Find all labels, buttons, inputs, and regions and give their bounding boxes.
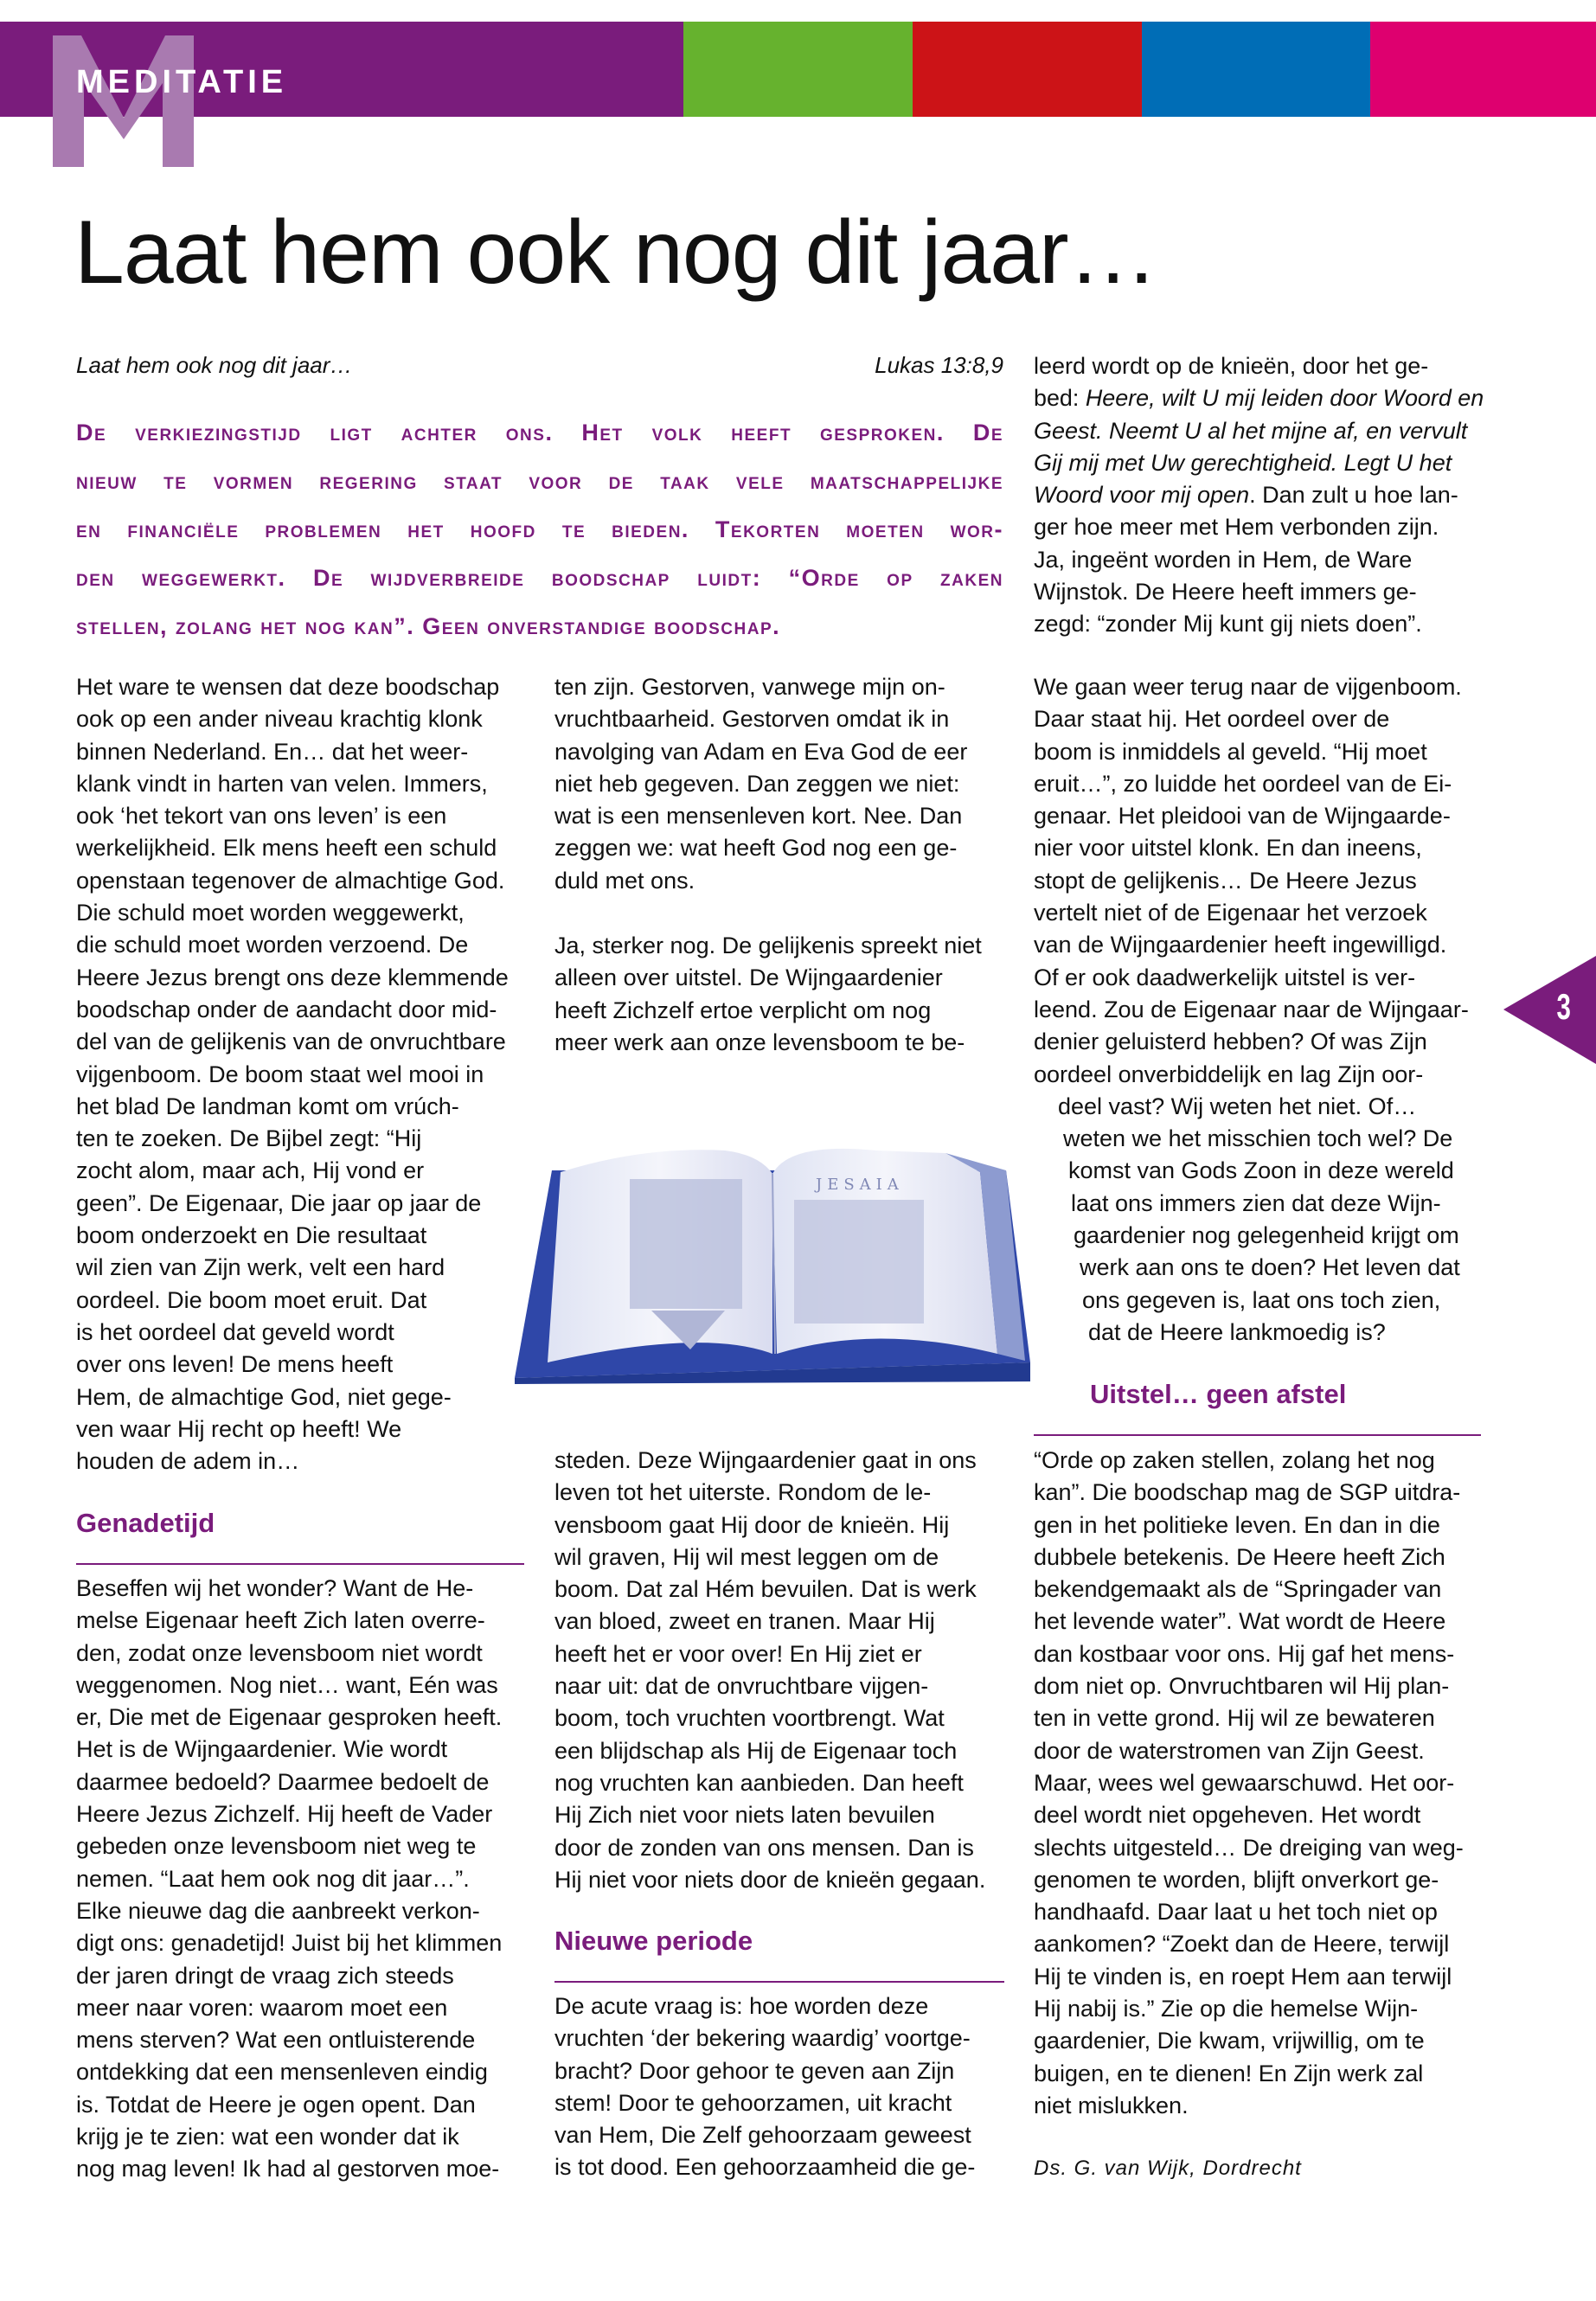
text-line: Ja, sterker nog. De gelijkenis spreekt niet xyxy=(554,933,982,958)
text-line: houden de adem in… xyxy=(76,1448,300,1475)
text-line: bekendgemaakt als de “Springader van xyxy=(1034,1576,1442,1603)
text-line: van Hem, Die Zelf gehoorzaam geweest xyxy=(554,2122,971,2149)
text-line: gebeden onze levensboom niet weg te xyxy=(76,1833,477,1860)
text-line: zeggen we: wat heeft God nog een ge- xyxy=(554,835,958,862)
text-line: nog vruchten kan aanbieden. Dan heeft xyxy=(554,1769,964,1796)
col2-paragraph-3 xyxy=(554,1445,1004,1896)
text-line: boom onderzoekt en Die resultaat xyxy=(76,1222,427,1249)
text-line: Elke nieuwe dag die aanbreekt verkon- xyxy=(76,1897,480,1924)
text-line: Het is de Wijngaardenier. Wie wordt xyxy=(76,1736,448,1763)
text-line: navolging van Adam en Eva God de eer xyxy=(554,738,968,765)
heading-rule xyxy=(76,1563,524,1565)
heading-rule xyxy=(1034,1434,1481,1436)
text-line: handhaafd. Daar laat u het toch niet op xyxy=(1034,1899,1438,1926)
text-line: heeft Zichzelf ertoe verplicht om nog xyxy=(554,997,932,1023)
col2-paragraph-1 xyxy=(554,671,1004,897)
text-line: “Orde op zaken stellen, zolang het nog xyxy=(1034,1447,1435,1473)
text-line: niet heb gegeven. Dan zeggen we niet: xyxy=(554,770,960,797)
text-line: niet mislukken. xyxy=(1034,2092,1189,2118)
text-line: leend. Zou de Eigenaar naar de Wijngaar- xyxy=(1034,996,1469,1022)
text-line: Hem, de almachtige God, niet gege- xyxy=(76,1383,452,1410)
text-line: van bloed, zweet en tranen. Maar Hij xyxy=(554,1608,935,1635)
text-line: naar uit: dat de onvruchtbare vijgen- xyxy=(554,1673,929,1700)
text-line: duld met ons. xyxy=(554,867,695,894)
header-bar-red xyxy=(913,22,1142,117)
col2-paragraph-2 xyxy=(554,930,1004,1059)
text-line: Wijnstok. De Heere heeft immers ge- xyxy=(1034,579,1417,606)
text-line: over ons leven! De mens heeft xyxy=(76,1351,394,1378)
text-line: ontdekking dat een mensenleven eindig xyxy=(76,2059,488,2086)
text-line: Daar staat hij. Het oordeel over de xyxy=(1034,706,1390,733)
text-line: krijg je te zien: wat een wonder dat ik xyxy=(76,2124,459,2150)
text-line: gaardenier, Die kwam, vrijwillig, om te xyxy=(1034,2028,1425,2054)
text-line: boodschap onder de aandacht door mid- xyxy=(76,996,497,1022)
text-line: Ja, ingeënt worden in Hem, de Ware xyxy=(1034,546,1413,573)
text-line: zegd: “zonder Mij kunt gij niets doen”. xyxy=(1034,611,1422,638)
text-line: aankomen? “Zoekt dan de Heere, terwijl xyxy=(1034,1931,1450,1958)
text-line: nieuw te vormen regering staat voor de taak vele maatschappelijke xyxy=(76,468,1003,494)
text-line: deel vast? Wij weten het niet. Of… xyxy=(1058,1093,1417,1119)
text-line: Hij te vinden is, en roept Hem aan terwijl xyxy=(1034,1963,1452,1990)
text-line: denier geluisterd hebben? Of was Zijn xyxy=(1034,1029,1427,1055)
text-line: vruchten ‘der bekering waardig’ voortge- xyxy=(554,2025,971,2052)
text-line: klank vindt in harten van velen. Immers, xyxy=(76,770,488,797)
col1-paragraph-1 xyxy=(76,671,524,1477)
text-line: den weggewerkt. De wijdverbreide boodschap luidt: “Orde op zaken xyxy=(76,565,1003,591)
text-line: boom is inmiddels al geveld. “Hij moet xyxy=(1034,738,1427,765)
text-line: alleen over uitstel. De Wijngaardenier xyxy=(554,965,943,991)
text-line: die schuld moet worden verzoend. De xyxy=(76,932,469,958)
text-line: meer werk aan onze levensboom te be- xyxy=(554,1029,965,1055)
text-line: komst van Gods Zoon in deze wereld xyxy=(1068,1157,1454,1184)
text-line xyxy=(1034,382,1482,414)
text-line: weggenomen. Nog niet… want, Eén was xyxy=(76,1671,498,1698)
page-number-marker xyxy=(1503,956,1596,1064)
author-signature: Ds. G. van Wijk, Dordrecht xyxy=(1034,2157,1302,2180)
text-line: melse Eigenaar heeft Zich laten overre- xyxy=(76,1607,485,1634)
text-line: steden. Deze Wijngaardenier gaat in ons xyxy=(554,1447,977,1473)
text-line: Heere Jezus brengt ons deze klemmende xyxy=(76,964,509,990)
text-line: nier voor uitstel klonk. En dan ineens, xyxy=(1034,835,1422,862)
col3-paragraph-1 xyxy=(1034,671,1484,1349)
col3-paragraph-2 xyxy=(1034,1445,1484,2122)
section-initial-logo xyxy=(53,35,194,167)
italic-text: Geest. Neemt U al het mijne af, en vervult xyxy=(1034,417,1468,444)
text-line: De acute vraag is: hoe worden deze xyxy=(554,1993,929,2019)
text-line: genaar. Het pleidooi van de Wijngaarde- xyxy=(1034,803,1451,830)
text-line: den, zodat onze levensboom niet wordt xyxy=(76,1639,483,1666)
text-line: ger hoe meer met Hem verbonden zijn. xyxy=(1034,514,1439,541)
text-line: Hij Zich niet voor niets laten bevuilen xyxy=(554,1802,935,1829)
text-line: wil zien van Zijn werk, velt een hard xyxy=(76,1254,445,1281)
text-line: Beseffen wij het wonder? Want de He- xyxy=(76,1575,474,1601)
text-line: buigen, en te dienen! En Zijn werk zal xyxy=(1034,2060,1424,2086)
heading-rule xyxy=(554,1981,1004,1983)
italic-text: Gij mij met Uw gerechtigheid. Legt U het xyxy=(1034,449,1452,476)
col3-paragraph-0 xyxy=(1034,350,1484,641)
text-line: eruit…”, zo luidde het oordeel van de Ei- xyxy=(1034,770,1452,797)
text-line: van de Wijngaardenier heeft ingewilligd. xyxy=(1034,932,1447,958)
text-line: dat de Heere lankmoedig is? xyxy=(1088,1318,1386,1345)
text-segment: . Dan zult u hoe lan- xyxy=(1249,482,1458,509)
book-page-heading: JESAIA xyxy=(816,1176,904,1194)
text-line: wil graven, Hij wil mest leggen om de xyxy=(554,1543,939,1570)
text-line: deel wordt niet opgeheven. Het wordt xyxy=(1034,1802,1421,1829)
text-line: door de waterstromen van Zijn Geest. xyxy=(1034,1737,1425,1764)
open-bible-image xyxy=(513,1103,1032,1384)
text-line: oordeel. Die boom moet eruit. Dat xyxy=(76,1286,427,1313)
italic-text: Heere, wilt U mij leiden door Woord en xyxy=(1085,385,1484,412)
text-line: Of er ook daadwerkelijk uitstel is ver- xyxy=(1034,964,1416,990)
text-line: werkelijkheid. Elk mens heeft een schuld xyxy=(76,835,497,862)
text-line: gen in het politieke leven. En dan in die xyxy=(1034,1511,1440,1538)
text-line: stellen, zolang het nog kan”. Geen onverstandige boodschap. xyxy=(76,613,781,639)
text-line: laat ons immers zien dat deze Wijn- xyxy=(1071,1189,1441,1216)
text-line: is het oordeel dat geveld wordt xyxy=(76,1318,394,1345)
text-line: dubbele betekenis. De Heere heeft Zich xyxy=(1034,1543,1445,1570)
text-line: weten we het misschien toch wel? De xyxy=(1063,1125,1453,1152)
page-number: 3 xyxy=(1556,986,1571,1027)
text-segment: bed: xyxy=(1034,385,1086,412)
text-line: vensboom gaat Hij door de knieën. Hij xyxy=(554,1511,950,1538)
text-line: stem! Door te gehoorzamen, uit kracht xyxy=(554,2089,952,2116)
text-line: We gaan weer terug naar de vijgenboom. xyxy=(1034,674,1462,700)
text-line: dan kostbaar voor ons. Hij gaf het mens- xyxy=(1034,1640,1455,1667)
text-line: del van de gelijkenis van de onvruchtbare xyxy=(76,1029,506,1055)
text-line: slechts uitgesteld… De dreiging van weg- xyxy=(1034,1834,1464,1861)
text-line: binnen Nederland. En… dat het weer- xyxy=(76,738,469,765)
header-bar-green xyxy=(683,22,913,117)
text-line: nemen. “Laat hem ook nog dit jaar…”. xyxy=(76,1865,470,1892)
text-line: kan”. Die boodschap mag de SGP uitdra- xyxy=(1034,1479,1461,1506)
text-line: De verkiezingstijd ligt achter ons. Het volk heeft gesproken. De xyxy=(76,420,1003,445)
text-line xyxy=(1034,447,1484,479)
text-line: een blijdschap als Hij de Eigenaar toch xyxy=(554,1737,958,1764)
text-line: Hij nabij is.” Zie op die hemelse Wijn- xyxy=(1034,1996,1419,2022)
text-line: leerd wordt op de knieën, door het ge- xyxy=(1034,353,1429,379)
col2-paragraph-4 xyxy=(554,1990,1004,2184)
text-line: daarmee bedoeld? Daarmee bedoelt de xyxy=(76,1768,490,1795)
text-line: stopt de gelijkenis… De Heere Jezus xyxy=(1034,867,1417,894)
heading-uitstel: Uitstel… geen afstel xyxy=(1090,1379,1347,1409)
text-line: er, Die met de Eigenaar gesproken heeft. xyxy=(76,1704,503,1731)
text-line: het levende water”. Wat wordt de Heere xyxy=(1034,1608,1446,1635)
text-line: openstaan tegenover de almachtige God. xyxy=(76,867,505,894)
intro-paragraph xyxy=(76,413,1003,656)
text-line: leven tot het uiterste. Rondom de le- xyxy=(554,1479,932,1506)
text-line: Hij niet voor niets door de knieën gegaan. xyxy=(554,1866,986,1893)
header-bar-blue xyxy=(1142,22,1370,117)
text-line: geen”. De Eigenaar, Die jaar op jaar de xyxy=(76,1189,482,1216)
text-line: het blad De landman komt om vrúch- xyxy=(76,1093,459,1119)
text-line: door de zonden van ons mensen. Dan is xyxy=(554,1834,974,1861)
text-line: is. Totdat de Heere je ogen opent. Dan xyxy=(76,2091,476,2118)
text-line: vijgenboom. De boom staat wel mooi in xyxy=(76,1061,484,1087)
verse-reference: Lukas 13:8,9 xyxy=(875,352,1003,378)
text-line: genomen te worden, blijft onverkort ge- xyxy=(1034,1866,1439,1893)
text-line: digt ons: genadetijd! Juist bij het klimmen xyxy=(76,1930,503,1957)
text-line: oordeel onverbiddelijk en lag Zijn oor- xyxy=(1034,1061,1424,1087)
text-line: meer naar voren: waarom moet een xyxy=(76,1994,448,2021)
article-title: Laat hem ook nog dit jaar… xyxy=(74,202,1157,303)
text-line: der jaren dringt de vraag zich steeds xyxy=(76,1962,454,1989)
text-line: ook ‘het tekort van ons leven’ is een xyxy=(76,803,447,830)
text-line: is tot dood. Een gehoorzaamheid die ge- xyxy=(554,2154,976,2181)
text-line: ook op een ander niveau krachtig klonk xyxy=(76,706,483,733)
text-line: mens sterven? Wat een ontluisterende xyxy=(76,2027,476,2054)
text-line: ven waar Hij recht op heeft! We xyxy=(76,1415,402,1442)
text-line: Heere Jezus Zichzelf. Hij heeft de Vader xyxy=(76,1801,493,1828)
heading-genadetijd: Genadetijd xyxy=(76,1508,215,1538)
italic-text: Woord voor mij open xyxy=(1034,482,1250,509)
text-line xyxy=(1034,415,1484,447)
text-line: nog mag leven! Ik had al gestorven moe- xyxy=(76,2156,500,2182)
text-line: werk aan ons te doen? Het leven dat xyxy=(1080,1254,1460,1281)
text-line: ten te zoeken. De Bijbel zegt: “Hij xyxy=(76,1125,422,1152)
text-line: en financiële problemen het hoofd te bieden. Tekorten moeten wor- xyxy=(76,516,1003,542)
text-line: Het ware te wensen dat deze boodschap xyxy=(76,674,500,700)
section-label: MEDITATIE xyxy=(76,64,288,100)
heading-nieuwe-periode: Nieuwe periode xyxy=(554,1926,753,1956)
text-line xyxy=(1034,479,1484,511)
text-line: boom. Dat zal Hém bevuilen. Dat is werk xyxy=(554,1576,977,1603)
text-line: bracht? Door gehoor te geven aan Zijn xyxy=(554,2057,955,2084)
text-line: ten in vette grond. Hij wil ze bewateren xyxy=(1034,1705,1435,1732)
text-line: zocht alom, maar ach, Hij vond er xyxy=(76,1157,425,1184)
text-line: heeft het er voor over! En Hij ziet er xyxy=(554,1640,922,1667)
text-line: ten zijn. Gestorven, vanwege mijn on- xyxy=(554,674,945,700)
col1-paragraph-2 xyxy=(76,1573,524,2186)
text-line: gaardenier nog gelegenheid krijgt om xyxy=(1074,1222,1459,1249)
verse-text: Laat hem ook nog dit jaar… xyxy=(76,352,353,378)
text-line: Die schuld moet worden weggewerkt, xyxy=(76,900,465,926)
text-line: ons gegeven is, laat ons toch zien, xyxy=(1082,1286,1441,1313)
header-bar-pink xyxy=(1370,22,1596,117)
text-line: vertelt niet of de Eigenaar het verzoek xyxy=(1034,900,1427,926)
text-line: dom niet op. Onvruchtbaren wil Hij plan- xyxy=(1034,1673,1450,1700)
text-line: boom, toch vruchten voortbrengt. Wat xyxy=(554,1705,945,1732)
text-line: vruchtbaarheid. Gestorven omdat ik in xyxy=(554,706,950,733)
text-line: Maar, wees wel gewaarschuwd. Het oor- xyxy=(1034,1769,1455,1796)
text-line: wat is een mensenleven kort. Nee. Dan xyxy=(554,803,963,830)
